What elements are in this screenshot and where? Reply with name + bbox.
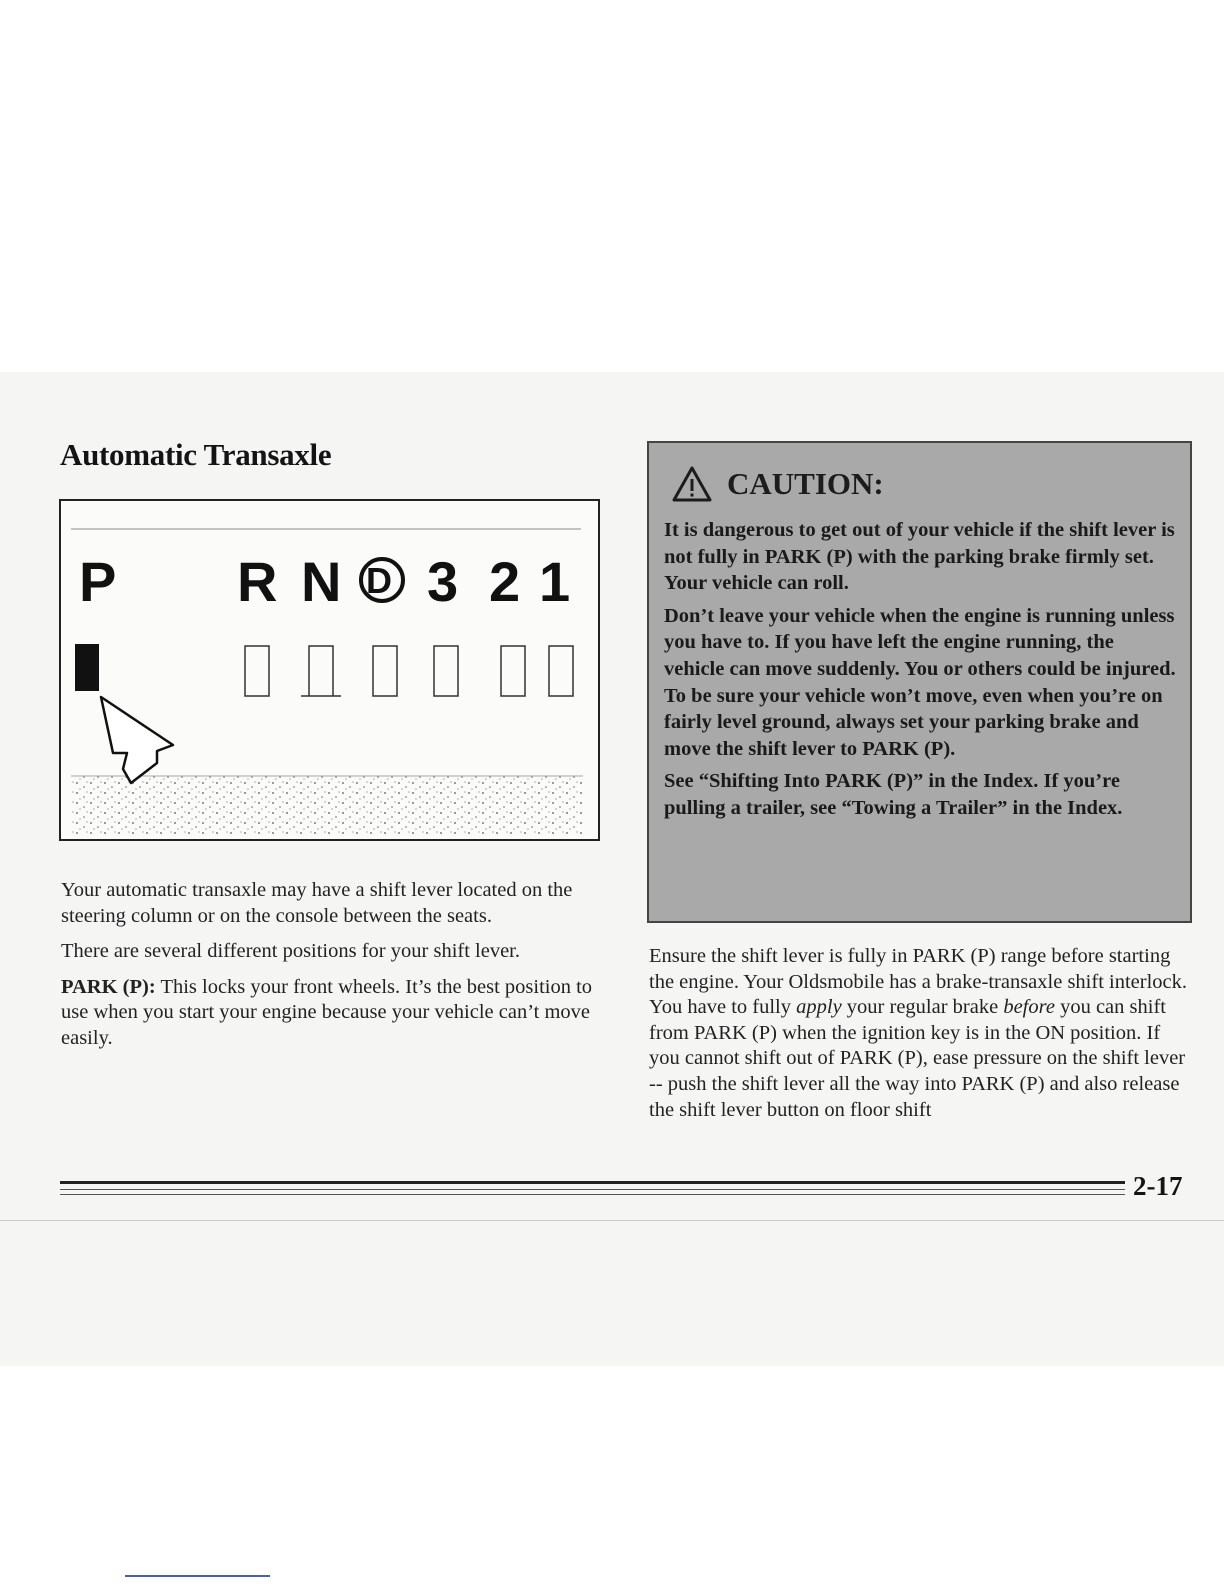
park-description: This locks your front wheels. It’s the best position to use when you start your engine because your vehicle can’t move easily. (61, 975, 593, 1049)
emphasis-apply: apply (796, 996, 842, 1019)
footer-rule-thin (60, 1194, 1125, 1195)
gear-label-1: 1 (539, 550, 571, 613)
emphasis-before: before (1003, 996, 1055, 1019)
interlock-paragraph (649, 944, 1194, 1123)
intro-paragraph: Your automatic transaxle may have a shift lever located on the steering column or on the console between the seats. (61, 879, 573, 927)
stippled-floor (71, 776, 583, 834)
scan-edge-line (0, 1220, 1224, 1221)
gear-indicator-slots (245, 646, 573, 696)
slot-n (301, 646, 341, 696)
caution-paragraph-2: Don’t leave your vehicle when the engine is running unless you have to. If you have left the engine running, the vehicle can move suddenly. You or others could be injured. To be sure your vehicle won’t move, even when you’re on fairly level ground, always set your parking brake and move the shift lever to PARK (P). (664, 604, 1176, 760)
park-marker-block (75, 644, 99, 691)
page-number: 2-17 (1133, 1171, 1183, 1201)
slot-1 (549, 646, 573, 696)
slot-d (373, 646, 397, 696)
gear-label-d: D (366, 560, 392, 601)
caution-heading: CAUTION: (727, 466, 884, 501)
warning-triangle-icon (671, 465, 713, 503)
slot-3 (434, 646, 458, 696)
gear-label-2: 2 (489, 550, 521, 613)
caution-paragraph-3: See “Shifting Into PARK (P)” in the Index. If you’re pulling a trailer, see “Towing a Trailer” in the Index. (664, 770, 1123, 819)
footer-rule-thin (60, 1189, 1125, 1190)
right-column-text (649, 944, 1194, 1123)
interlock-text-3: you can shift from PARK (P) when the ignition key is in the ON position. If you cannot shift out of PARK (P), ease pressure on the shift lever -- push the shift lever all the way into PARK (P) and also release the shift lever button on floor shift (649, 996, 1186, 1121)
interlock-text-1: Ensure the shift lever is fully in PARK (P) range before starting the engine. Your Oldsmobile has a brake-transaxle shift interlock. You have to fully (649, 945, 1187, 1019)
caution-header (671, 465, 884, 503)
caution-body (664, 517, 1179, 828)
park-paragraph (61, 975, 609, 1052)
gear-label-p: P (79, 550, 117, 613)
caution-paragraph-1: It is dangerous to get out of your vehicle if the shift lever is not fully in PARK (P) with the parking brake firmly set. Your vehicle can roll. (664, 519, 1175, 595)
gear-label-3: 3 (427, 550, 459, 613)
park-label: PARK (P): (61, 975, 156, 998)
gear-label-n: N (301, 550, 342, 613)
section-title: Automatic Transaxle (60, 437, 332, 472)
caution-box (647, 441, 1192, 923)
interlock-text-2: your regular brake (841, 996, 1004, 1019)
slot-r (245, 646, 269, 696)
arrow-cursor-icon (101, 697, 173, 783)
gear-label-r: R (237, 550, 278, 613)
slot-2 (501, 646, 525, 696)
positions-paragraph: There are several different positions for your shift lever. (61, 940, 520, 962)
left-column-text (61, 878, 609, 1061)
shift-indicator-figure (59, 499, 600, 841)
bottom-link-line (125, 1575, 270, 1577)
footer-rule-thick (60, 1181, 1125, 1184)
